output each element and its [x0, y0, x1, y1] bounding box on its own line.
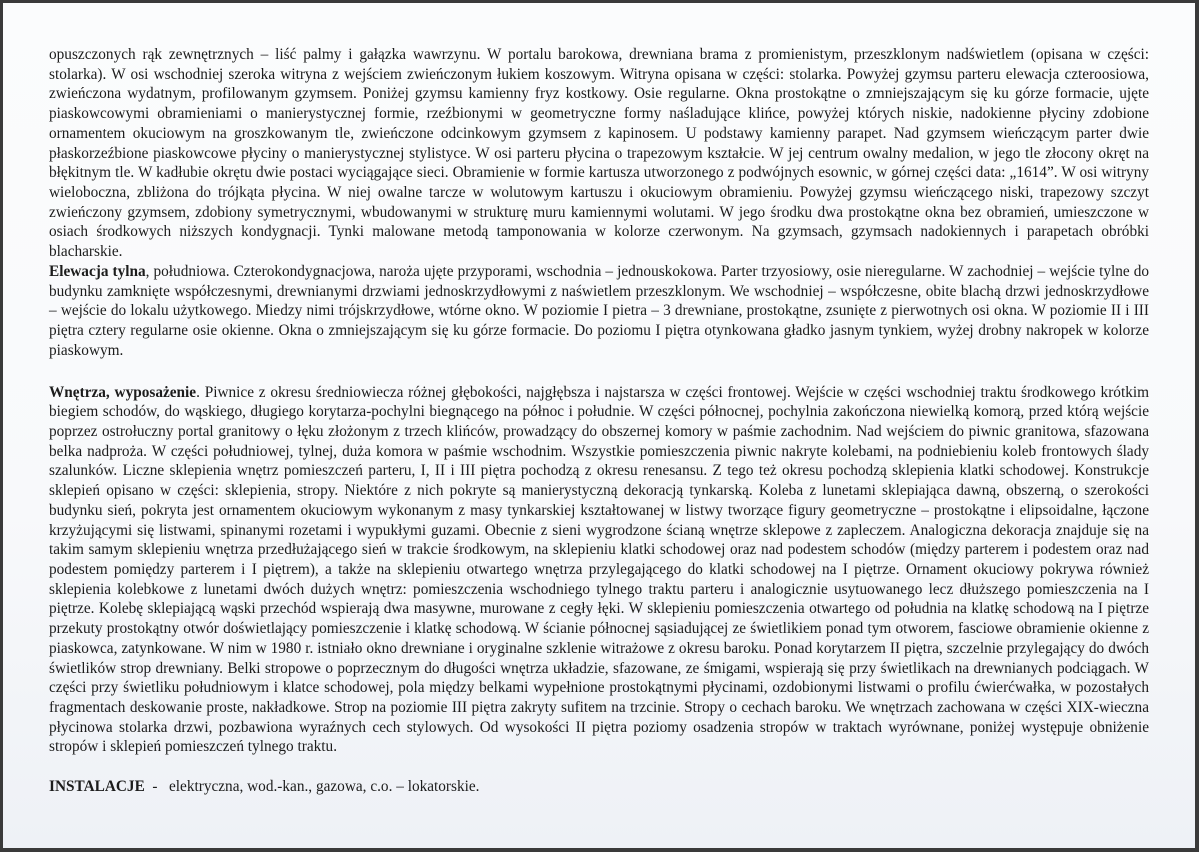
installations-heading: INSTALACJE [49, 778, 145, 796]
interiors-heading: Wnętrza, wyposażenie [49, 383, 197, 401]
installations-paragraph [49, 777, 1149, 797]
interiors-text: . Piwnice z okresu średniowiecza różnej głębokości, najgłębsza i najstarsza w części frontowej. Wejście w części wschodniej traktu środkowego krótkim biegiem schodów, do wąskiego, długiego korytarza-pochylni biegnącego na północ i południe. W części północnej, pochylnia zakończona niewielką komorą, przed którą wejście poprzez ostrołuczny portal granitowy o łęku złożonym z trzech klińców, prowadzący do obszernej komory w paśmie zachodnim. Nad wejściem do piwnic granitowa, sfazowana belka nadproża. W części południowej, tylnej, duża komora w paśmie wschodnim. Wszystkie pomieszczenia piwnic nakryte kolebami, na podniebieniu koleb frontowych ślady szalunków. Liczne sklepienia wnętrz pomieszczeń parteru, I, II i III piętra pochodzą z okresu renesansu. Z tego też okresu pochodzą sklepienia klatki schodowej. Konstrukcje sklepień opisano w części: sklepienia, stropy. Niektóre z nich pokryte są manierystyczną dekoracją tynkarską. Koleba z lunetami sklepiająca dawną, obszerną, o szerokości budynku sień, pokryta jest ornamentem okuciowym wykonanym z masy tynkarskiej kształtowanej w listwy tworzące figury geometryczne – prostokątne i elipsoidalne, łączone krzyżującymi się listwami, spinanymi rozetami i wypukłymi guzami. Obecnie z sieni wygrodzone ścianą wnętrze sklepowe z zapleczem. Analogiczna dekoracja znajduje się na takim samym sklepieniu wnętrza przedłużającego sień w trakcie środkowym, na sklepieniu klatki schodowej oraz nad podestem schodów (między parterem i podestem oraz nad podestem pomiędzy parterem i I piętrem), a także na sklepieniu otwartego wnętrza przylegającego do klatki schodowej na I piętrze. Ornament okuciowy pokrywa również sklepienia kolebkowe z lunetami dwóch dużych wnętrz: pomieszczenia wschodniego tylnego traktu parteru i analogicznie usytuowanego lecz dłuższego pomieszczenia na I piętrze. Kolebę sklepiającą wąski przechód wspierają dwa masywne, murowane z cegły łęki. W sklepieniu pomieszczenia otwartego od południa na klatkę schodową na I piętrze przekuty prostokątny otwór doświetlający pomieszczenie i klatkę schodową. W ścianie północnej sąsiadującej ze świetlikiem ponad tym otworem, fasciowe obramienie okienne z piaskowca, zatynkowane. W nim w 1980 r. istniało okno drewniane i oryginalne szklenie witrażowe z okresu baroku. Ponad korytarzem II piętra, szczelnie przylegający do dwóch świetlików strop drewniany. Belki stropowe o poprzecznym do długości wnętrza układzie, sfazowane, ze śmigami, wspierają się przy świetlikach na drewnianych podciągach. W części przy świetliku południowym i klatce schodowej, pola między belkami wypełnione prostokątnymi płycinami, ozdobionymi listwami o profilu ćwierćwałka, w pozostałych fragmentach deskowanie proste, nakładkowe. Strop na poziomie III piętra zakryty sufitem na trzcinie. Stropy o cechach baroku. We wnętrzach zachowana w części XIX-wieczna płycinowa stolarka drzwi, pozbawiona wyraźnych cech stylowych. Od wysokości II piętra poziomy osadzenia stropów w traktach wyrównane, poniżej występuje obniżenie stropów i sklepień pomieszczeń tylnego traktu. [49, 383, 1149, 756]
document-body [49, 45, 1149, 797]
paragraph-spacer [49, 361, 1149, 383]
rear-elevation-heading: Elewacja tylna [49, 262, 146, 280]
facade-description-paragraph: opuszczonych rąk zewnętrznych – liść palmy i gałązka wawrzynu. W portalu barokowa, drewniana brama z promienistym, przeszklonym nadświetlem (opisana w części: stolarka). W osi wschodniej szeroka witryna z wejściem zwieńczonym łukiem koszowym. Witryna opisana w części: stolarka. Powyżej gzymsu parteru elewacja czteroosiowa, zwieńczona wydatnym, profilowanym gzymsem. Poniżej gzymsu kamienny fryz kostkowy. Osie regularne. Okna prostokątne o zmniejszającym się ku górze formacie, ujęte piaskowcowymi obramieniami o manierystycznej formie, rzeźbionymi w geometryczne formy naśladujące klińce, powyżej których niskie, nadokienne płyciny zdobione ornamentem okuciowym na groszkowanym tle, zwieńczone odcinkowym gzymsem z kapinosem. U podstawy kamienny parapet. Nad gzymsem wieńczącym parter dwie płaskorzeźbione piaskowcowe płyciny o manierystycznej stylistyce. W osi parteru płycina o trapezowym kształcie. W jej centrum owalny medalion, w jego tle złocony okręt na błękitnym tle. W kadłubie okrętu dwie postaci wyciągające sieci. Obramienie w formie kartusza utworzonego z podwójnych esownic, w górnej części data: „1614”. W osi witryny wieloboczna, zbliżona do trójkąta płycina. W niej owalne tarcze w wolutowym kartuszu i okuciowym obramieniu. Powyżej gzymsu wieńczącego niski, trapezowy szczyt zwieńczony gzymsem, zdobiony symetrycznymi, wbudowanymi w strukturę muru kamiennymi wolutami. W jego środku dwa prostokątne okna bez obramień, umieszczone w osiach środkowych niższych kondygnacji. Tynki malowane metodą tamponowania w kolorze czerwonym. Na gzymsach, gzymsach nadokiennych i parapetach obróbki blacharskie. [49, 46, 1149, 261]
scanned-page [3, 3, 1195, 848]
rear-elevation-text: , południowa. Czterokondygnacjowa, naroża ujęte przyporami, wschodnia – jednouskokowa. Parter trzyosiowy, osie nieregularne. W zachodniej – wejście tylne do budynku zamknięte współczesnymi, drewnianymi drzwiami jednoskrzydłowymi z naświetlem przeszklonym. We wschodniej – współczesne, obite blachą drzwi jednoskrzydłowe – wejście do lokalu użytkowego. Miedzy nimi trójskrzydłowe, wtórne okno. W poziomie I pietra – 3 drewniane, prostokątne, zsunięte z pierwotnych osi okna. W poziomie II i III piętra cztery regularne osie okienne. Okna o zmniejszającym się ku górze formacie. Do poziomu I piętra otynkowana gładko jasnym tynkiem, wyżej drobny nakropek w kolorze piaskowym. [49, 262, 1149, 359]
rear-elevation-paragraph [49, 262, 1149, 361]
installations-text: elektryczna, wod.-kan., gazowa, c.o. – lokatorskie. [169, 778, 480, 796]
interiors-paragraph [49, 383, 1149, 758]
installations-separator: - [144, 778, 169, 796]
paragraph-spacer [49, 757, 1149, 777]
